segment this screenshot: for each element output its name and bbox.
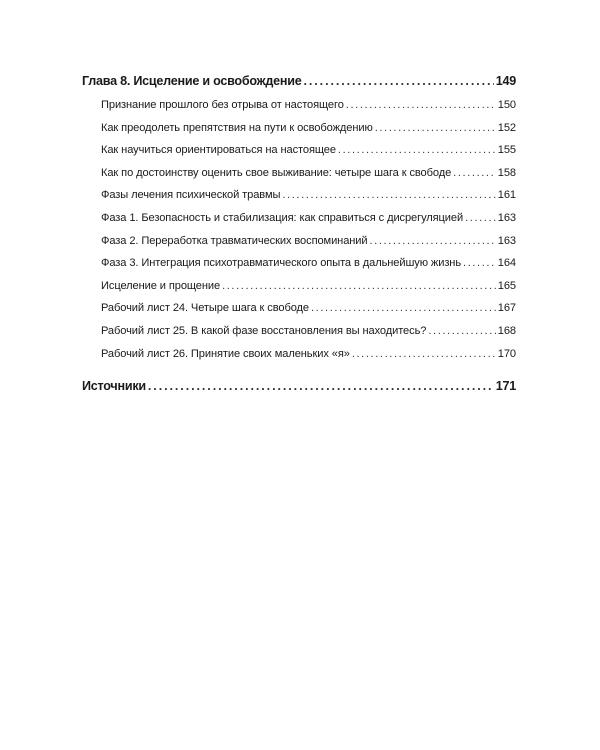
table-of-contents — [82, 68, 516, 399]
toc-item — [82, 252, 516, 275]
chapter-page-number: 149 — [495, 74, 516, 88]
toc-item-title: Признание прошлого без отрыва от настоящего — [101, 99, 344, 111]
sources-title: Источники — [82, 379, 146, 394]
dot-leader — [338, 139, 496, 162]
toc-item — [82, 162, 516, 185]
toc-chapter-entry — [82, 68, 516, 94]
toc-item — [82, 320, 516, 343]
dot-leader — [352, 343, 496, 366]
toc-item-page: 163 — [497, 234, 516, 247]
toc-item-page: 150 — [497, 99, 516, 111]
toc-item — [82, 139, 516, 162]
dot-leader — [375, 117, 496, 140]
sources-page-number: 171 — [495, 379, 516, 394]
toc-sources-entry — [82, 373, 516, 399]
toc-item-title: Как преодолеть препятствия на пути к освобождению — [101, 121, 373, 134]
toc-item-title: Фазы лечения психической травмы — [101, 189, 281, 202]
dot-leader — [428, 320, 495, 343]
toc-item-page: 165 — [497, 279, 516, 292]
toc-item-title: Как научиться ориентироваться на настоящее — [101, 144, 336, 157]
toc-item — [82, 230, 516, 253]
section-spacer — [82, 365, 516, 373]
dot-leader — [282, 184, 495, 207]
toc-item — [82, 297, 516, 320]
dot-leader — [303, 68, 493, 94]
toc-item-page: 163 — [497, 211, 516, 224]
toc-item — [82, 343, 516, 366]
toc-item — [82, 94, 516, 117]
dot-leader — [222, 275, 496, 298]
toc-item — [82, 117, 516, 140]
dot-leader — [148, 373, 494, 399]
toc-item-title: Рабочий лист 26. Принятие своих маленьких «я» — [101, 347, 350, 360]
toc-item-page: 158 — [497, 166, 516, 179]
dot-leader — [465, 207, 496, 230]
toc-item-page: 168 — [497, 324, 516, 337]
chapter-title: Глава 8. Исцеление и освобождение — [82, 74, 302, 88]
dot-leader — [453, 162, 496, 185]
dot-leader — [463, 252, 496, 275]
dot-leader — [311, 297, 496, 320]
toc-item — [82, 275, 516, 298]
toc-item-page: 167 — [497, 302, 516, 315]
toc-item-title: Фаза 3. Интеграция психотравматического опыта в дальнейшую жизнь — [101, 257, 462, 270]
toc-item-title: Рабочий лист 24. Четыре шага к свободе — [101, 302, 309, 315]
toc-item-page: 161 — [497, 189, 516, 202]
toc-item-title: Рабочий лист 25. В какой фазе восстановления вы находитесь? — [101, 324, 427, 337]
dot-leader — [370, 230, 496, 253]
toc-item-title: Фаза 1. Безопасность и стабилизация: как справиться с дисрегуляцией — [101, 211, 464, 224]
toc-item-title: Фаза 2. Переработка травматических воспоминаний — [101, 234, 368, 247]
toc-item — [82, 207, 516, 230]
toc-item — [82, 184, 516, 207]
toc-item-page: 155 — [497, 144, 516, 157]
toc-item-title: Как по достоинству оценить свое выживание: четыре шага к свободе — [101, 166, 452, 179]
toc-item-page: 170 — [497, 347, 516, 360]
toc-item-page: 152 — [497, 121, 516, 134]
dot-leader — [346, 94, 496, 117]
toc-item-page: 164 — [497, 257, 516, 270]
toc-item-title: Исцеление и прощение — [101, 279, 221, 292]
